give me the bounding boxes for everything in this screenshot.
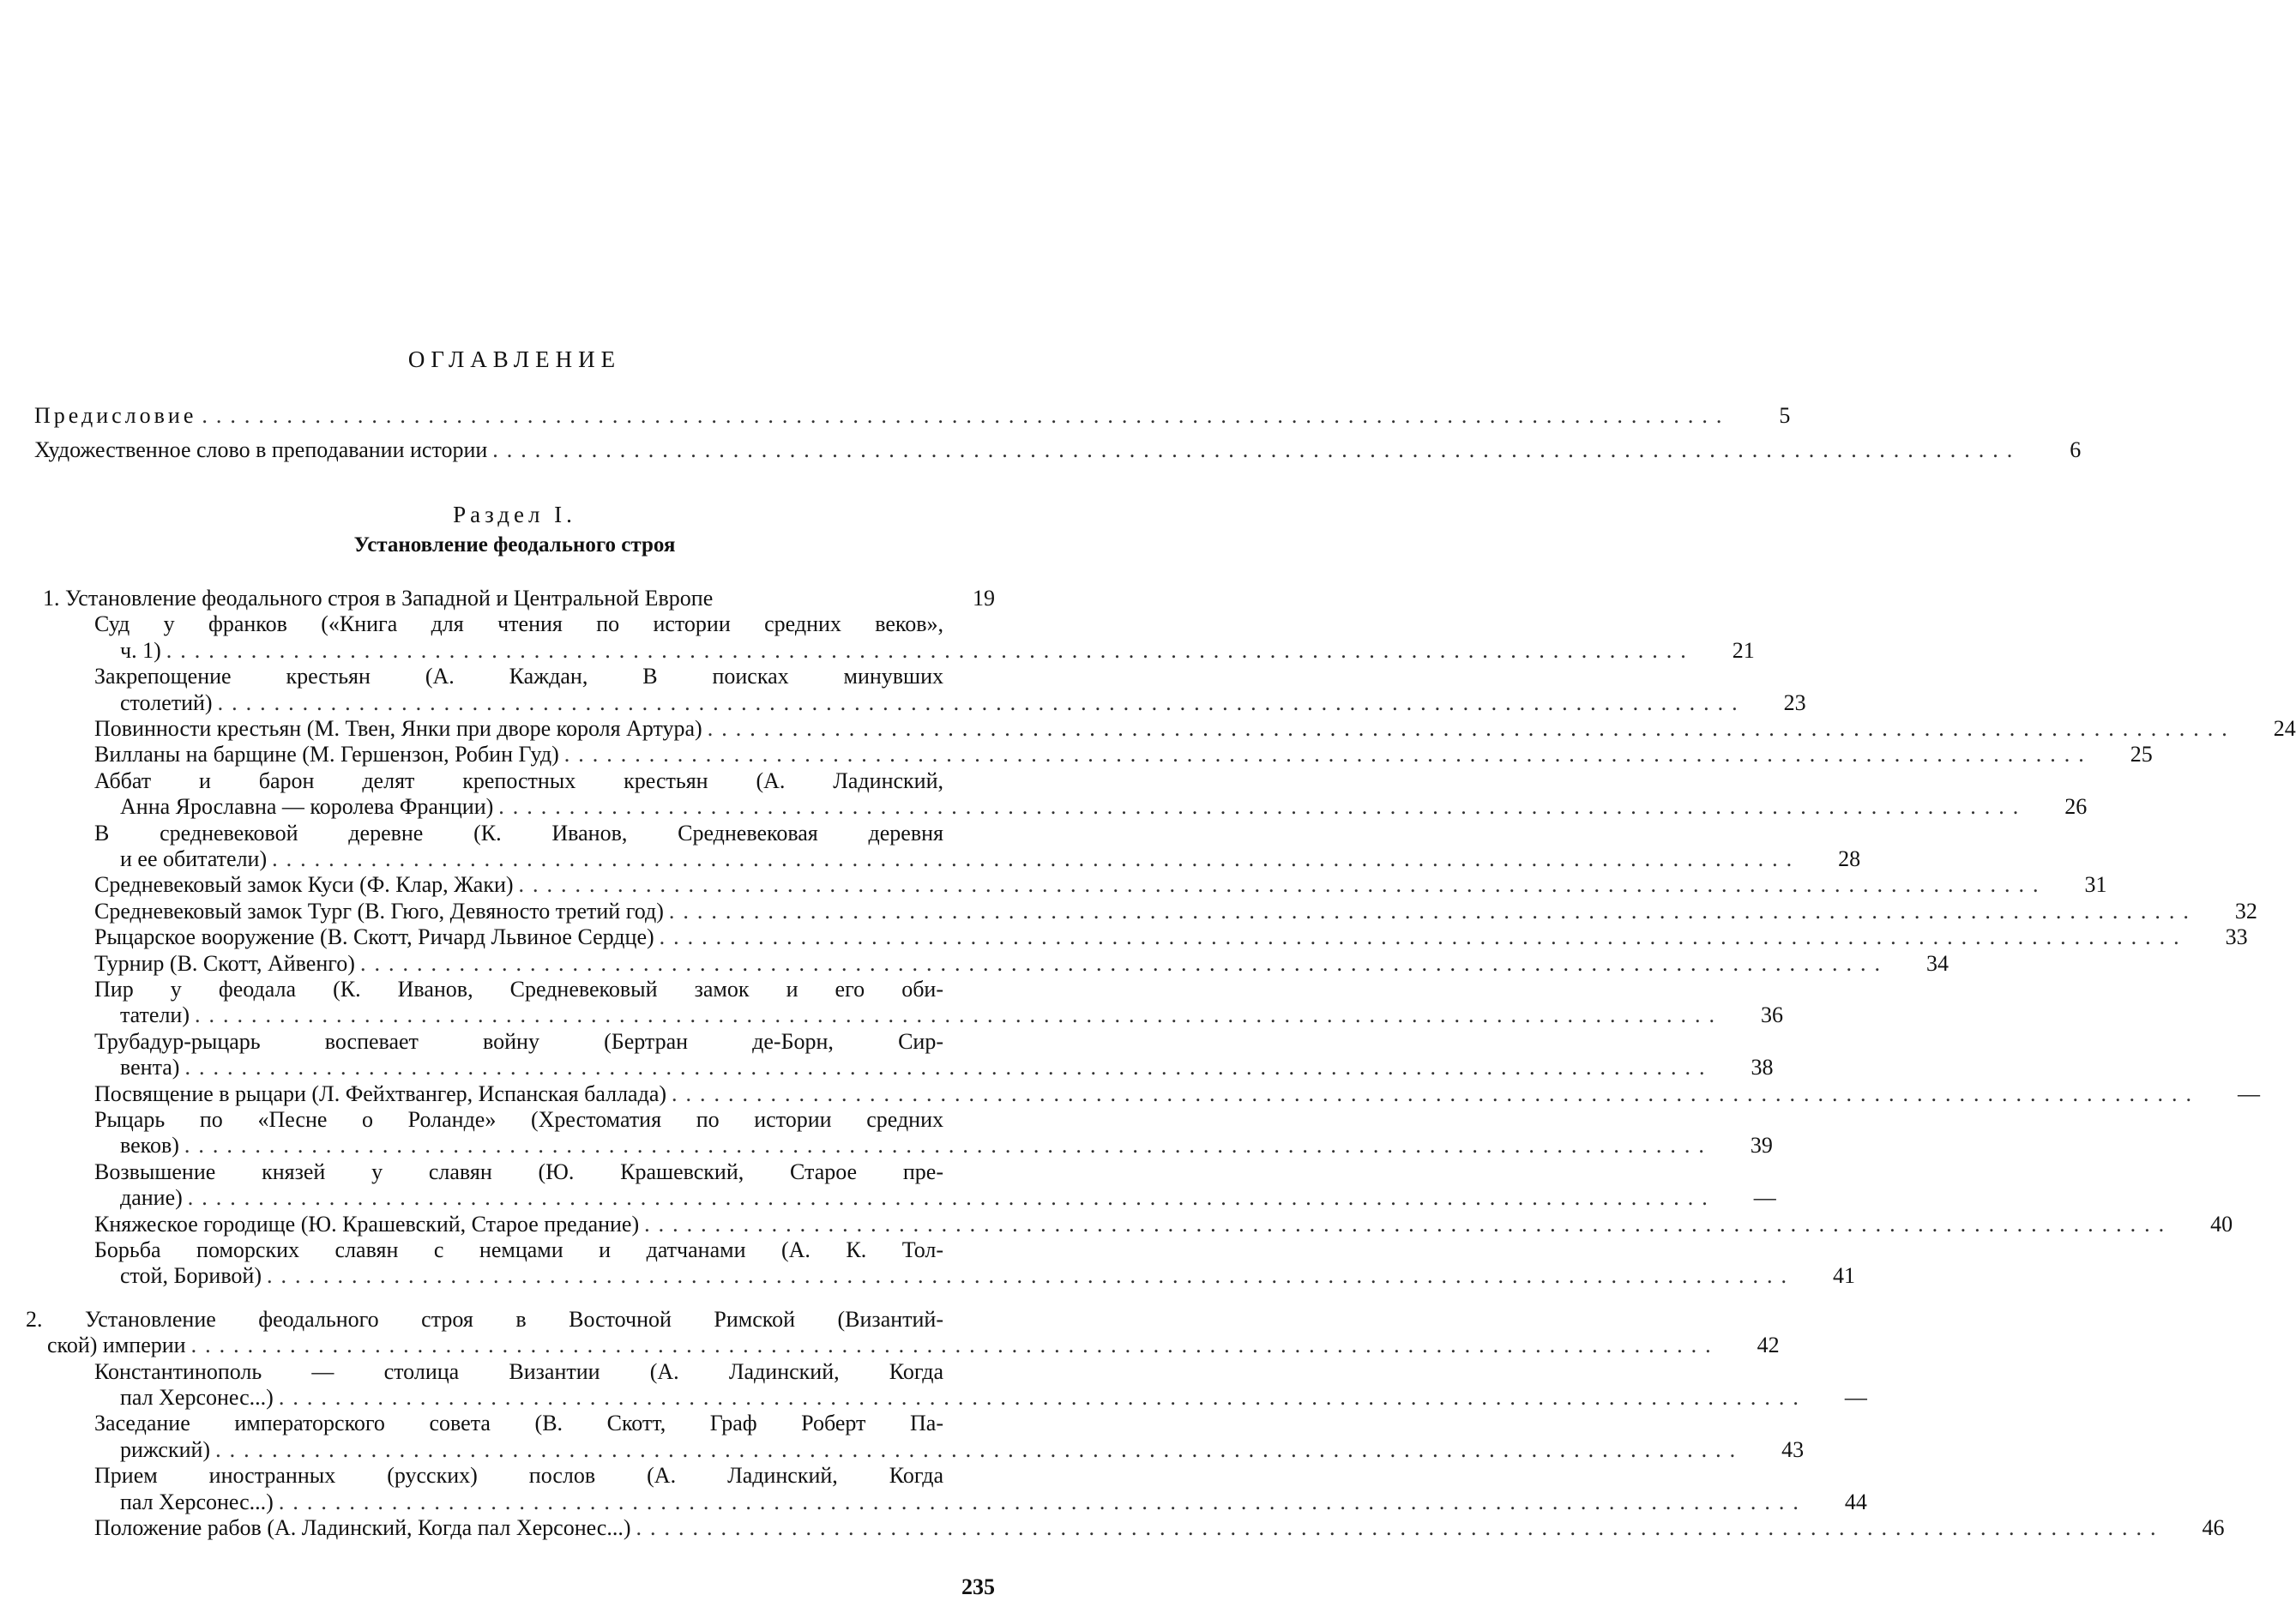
entry-line xyxy=(120,1436,1805,1463)
leader-dots: ............................................................................................................ xyxy=(217,689,1746,715)
leader-dots: ............................................................................................................ xyxy=(184,1133,1713,1159)
entry-text: Повинности крестьян (М. Твен, Янки при дворе короля Артура) xyxy=(94,716,702,741)
entry-text: Аббат и барон делят крепостных крестьян (А. Ладинский, xyxy=(94,767,943,793)
leader-dots: ............................................................................................................ xyxy=(215,1436,1745,1462)
entry-page: 44 xyxy=(1844,1489,1867,1514)
entry-line xyxy=(94,1515,2225,1541)
toc-entry-art-word xyxy=(34,437,2082,463)
entry-text: Борьба поморских славян с немцами и датчанами (А. К. Тол- xyxy=(94,1237,943,1262)
entry-text: Средневековый замок Куси (Ф. Клар, Жаки) xyxy=(94,872,514,898)
entry-text: Пир у феодала (К. Иванов, Средневековый замок и его оби- xyxy=(94,977,943,1002)
leader-dots: ............................................................................................................ xyxy=(272,846,1801,871)
entry-line xyxy=(120,1263,1855,1289)
entry-page: 43 xyxy=(1781,1436,1805,1462)
entry-page: 24 xyxy=(2273,716,2296,741)
entry-line xyxy=(120,1385,1867,1411)
entry-line xyxy=(94,924,2248,950)
leader-dots: ............................................................................................................ xyxy=(659,924,2188,950)
entry-page: 28 xyxy=(1838,846,1861,871)
entry-text: Художественное слово в преподавании истории xyxy=(34,437,488,462)
section-label: Раздел I. xyxy=(453,502,576,527)
leader-dots: ............................................................................................................ xyxy=(187,1185,1716,1211)
entry-text: Рыцарь по «Песне о Роланде» (Хрестоматия по истории средних xyxy=(94,1107,943,1132)
entry-text: вента) xyxy=(120,1055,180,1080)
entry-text: стой, Боривой) xyxy=(120,1263,262,1289)
leader-dots: ............................................................................................................ xyxy=(195,1002,1723,1028)
entry-text: рижский) xyxy=(120,1436,211,1462)
entry-text: В средневековой деревне (К. Иванов, Средневековая деревня xyxy=(94,820,943,846)
leader-dots: ............................................................................................................ xyxy=(278,1489,1807,1514)
entry-text: Анна Ярославна — королева Франции) xyxy=(120,794,494,820)
entry-page: 40 xyxy=(2210,1211,2233,1237)
entry-text: Трубадур-рыцарь воспевает войну (Бертран де-Борн, Сир- xyxy=(94,1028,943,1054)
entry-text: веков) xyxy=(120,1133,179,1159)
entry-page: 33 xyxy=(2225,924,2248,950)
entry-text: Суд у франков («Книга для чтения по истории средних веков», xyxy=(94,611,943,637)
entry-line xyxy=(43,586,995,611)
entry-text: и ее обитатели) xyxy=(120,846,268,871)
leader-dots: ............................................................................................................ xyxy=(644,1211,2173,1237)
entry-page: 46 xyxy=(2202,1515,2225,1540)
entry-page: 26 xyxy=(2064,794,2088,820)
entry-line xyxy=(120,1002,1783,1028)
entry-page: 32 xyxy=(2234,898,2257,924)
entry-text: Вилланы на барщине (М. Гершензон, Робин Гуд) xyxy=(94,742,559,767)
entry-line xyxy=(120,1133,1773,1159)
toc-entry-preface xyxy=(34,403,1791,429)
leader-dots: ............................................................................................................ xyxy=(278,1385,1807,1410)
leader-dots: ............................................................................................................ xyxy=(184,1055,1714,1080)
leader-dots: ............................................................................................................ xyxy=(492,437,2022,462)
entry-text: ской) империи xyxy=(47,1333,186,1358)
entry-text: Рыцарское вооружение (В. Скотт, Ричард Львиное Сердце) xyxy=(94,924,654,950)
entry-page: 42 xyxy=(1757,1333,1780,1358)
entry-text: Княжеское городище (Ю. Крашевский, Старое предание) xyxy=(94,1211,640,1237)
entry-text: Заседание императорского совета (В. Скотт, Граф Роберт Па- xyxy=(94,1411,943,1436)
entry-line xyxy=(94,742,2153,767)
entry-text: Посвящение в рыцари (Л. Фейхтвангер, Испанская баллада) xyxy=(94,1080,667,1106)
leader-dots: ............................................................................................................ xyxy=(498,794,2028,820)
entry-line xyxy=(47,1333,1780,1358)
entry-text: 1. Установление феодального строя в Западной и Центральной Европе xyxy=(43,586,714,611)
entry-text: Турнир (В. Скотт, Айвенго) xyxy=(94,950,355,976)
entry-text: столетий) xyxy=(120,689,213,715)
leader-dots: ............................................................................................................ xyxy=(672,1080,2201,1106)
entry-line xyxy=(94,872,2107,898)
entry-line xyxy=(120,689,1806,716)
entry-line xyxy=(120,1489,1867,1515)
entry-page: 38 xyxy=(1751,1055,1774,1080)
entry-text: Константинополь — столица Византии (А. Ладинский, Когда xyxy=(94,1358,943,1384)
entry-line xyxy=(94,1211,2233,1237)
entry-page: — xyxy=(1844,1385,1867,1410)
entry-line xyxy=(120,846,1861,872)
entry-text: пал Херсонес...) xyxy=(120,1385,274,1410)
entry-text: дание) xyxy=(120,1185,183,1211)
leader-dots: ............................................................................................................ xyxy=(267,1263,1795,1289)
entry-text: Возвышение князей у славян (Ю. Крашевский, Старое пре- xyxy=(94,1159,943,1184)
section-title: Установление феодального строя xyxy=(353,533,676,557)
entry-page: — xyxy=(2238,1080,2261,1106)
entry-page: 39 xyxy=(1750,1133,1773,1159)
leader-dots: ............................................................................................................ xyxy=(563,742,2093,767)
entry-page: 19 xyxy=(973,586,995,611)
entry-line xyxy=(94,1080,2261,1107)
leader-dots: ............................................................................................................ xyxy=(707,716,2236,741)
entry-text: Предисловие xyxy=(34,403,197,428)
page-title: ОГЛАВЛЕНИЕ xyxy=(407,346,622,372)
page-number: 235 xyxy=(961,1574,995,1599)
entry-text: 2. Установление феодального строя в Восточной Римской (Византий- xyxy=(26,1306,943,1332)
entry-page: 25 xyxy=(2130,742,2153,767)
entry-text: Прием иностранных (русских) послов (А. Ладинский, Когда xyxy=(94,1463,943,1489)
entry-page: — xyxy=(1753,1185,1776,1211)
leader-dots: ............................................................................................................ xyxy=(166,637,1695,663)
entry-page: 6 xyxy=(2070,437,2082,462)
entry-line xyxy=(94,898,2257,924)
entry-line xyxy=(120,1185,1776,1211)
entry-page: 5 xyxy=(1779,403,1791,428)
leader-dots: ............................................................................................................ xyxy=(636,1515,2165,1540)
leader-dots: ............................................................................................................ xyxy=(518,872,2047,898)
entry-page: 36 xyxy=(1761,1002,1783,1028)
leader-dots: ............................................................................................................ xyxy=(668,898,2197,924)
leader-dots: ............................................................................................................ xyxy=(359,950,1889,976)
entry-page: 41 xyxy=(1833,1263,1855,1289)
leader-dots: ............................................................................................................ xyxy=(202,403,1731,428)
entry-page: 23 xyxy=(1783,689,1806,715)
entry-line xyxy=(94,716,2296,742)
entry-text: Закрепощение крестьян (А. Каждан, В поисках минувших xyxy=(94,664,943,689)
entry-text: ч. 1) xyxy=(120,637,161,663)
entry-line xyxy=(120,1055,1774,1080)
entry-text: Средневековый замок Тург (В. Гюго, Девяносто третий год) xyxy=(94,898,664,924)
entry-page: 34 xyxy=(1925,950,1949,976)
leader-dots: ............................................................................................................ xyxy=(190,1333,1720,1358)
entry-text: татели) xyxy=(120,1002,190,1028)
entry-text: пал Херсонес...) xyxy=(120,1489,274,1514)
entry-page: 21 xyxy=(1732,637,1755,663)
entry-line xyxy=(120,637,1755,664)
entry-line xyxy=(94,950,1949,977)
entry-text: Положение рабов (А. Ладинский, Когда пал Херсонес...) xyxy=(94,1515,631,1540)
entry-page: 31 xyxy=(2084,872,2107,898)
toc-page xyxy=(26,0,2296,1613)
entry-line xyxy=(120,794,2088,820)
